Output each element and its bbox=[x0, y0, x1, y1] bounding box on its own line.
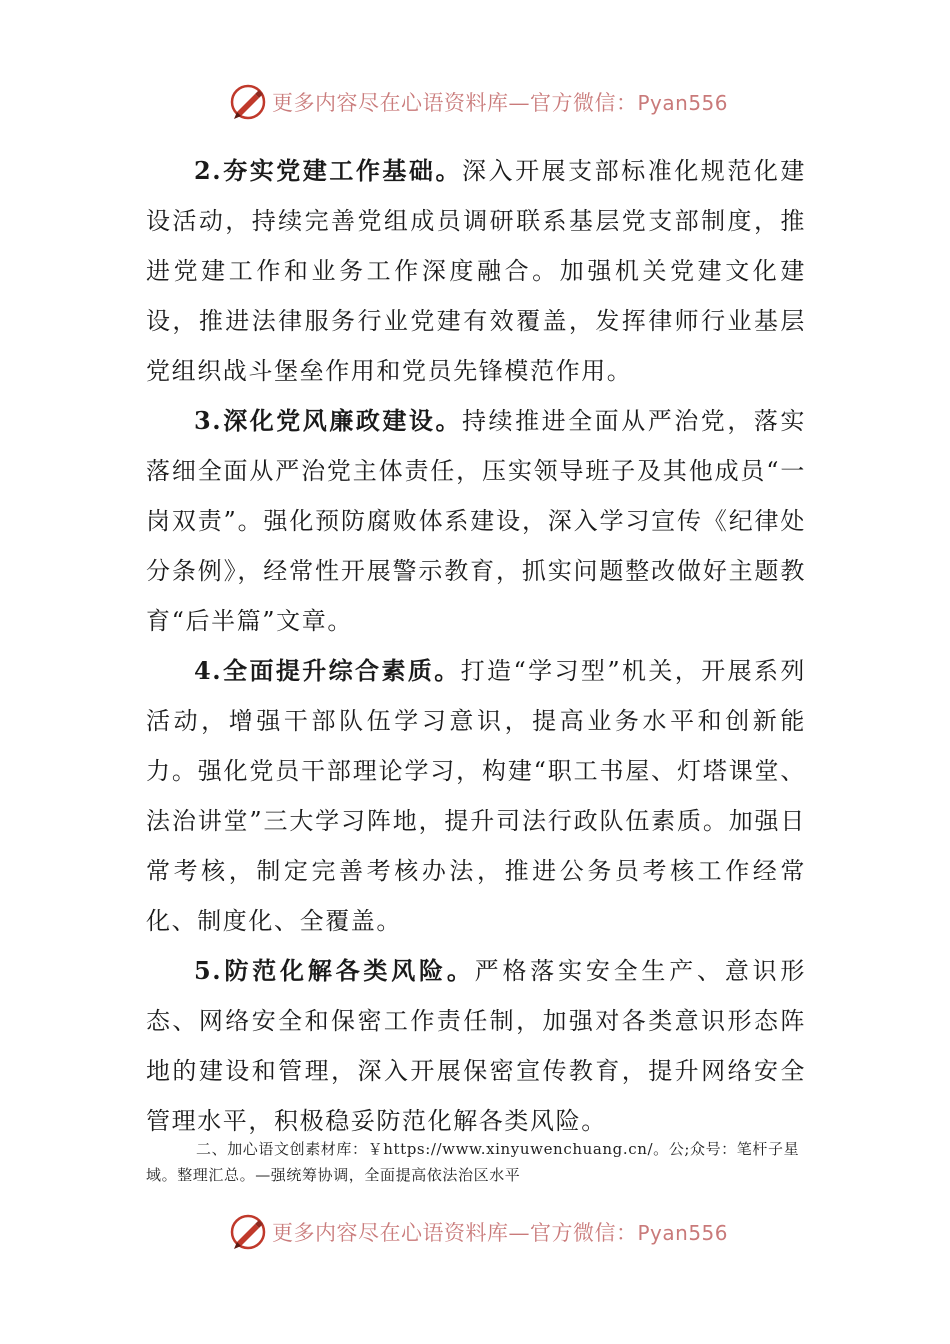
watermark-text: 更多内容尽在心语资料库—官方微信：Pyan556 bbox=[272, 1221, 729, 1245]
pen-logo-icon bbox=[228, 82, 268, 122]
footnote: 二、加心语文创素材库：￥https://www.xinyuwenchuang.cn/。公;众号：笔杆子星域。整理汇总。—强统筹协调，全面提高依法治区水平 bbox=[146, 1140, 800, 1184]
watermark-banner-top bbox=[228, 80, 748, 124]
paragraph-heading: 2.夯实党建工作基础。 bbox=[194, 156, 462, 185]
paragraph-5 bbox=[146, 946, 806, 1146]
document-body bbox=[146, 146, 806, 1146]
paragraph-heading: 5.防范化解各类风险。 bbox=[194, 956, 475, 985]
paragraph-text: 打造“学习型”机关，开展系列活动，增强干部队伍学习意识，提高业务水平和创新能力。强化党员干部理论学习，构建“职工书屋、灯塔课堂、法治讲堂”三大学习阵地，提升司法行政队伍素质。加强日常考核，制定完善考核办法，推进公务员考核工作经常化、制度化、全覆盖。 bbox=[146, 657, 806, 935]
pen-logo-icon bbox=[228, 1212, 268, 1252]
paragraph-heading: 4.全面提升综合素质。 bbox=[194, 656, 461, 685]
watermark-banner-bottom bbox=[228, 1210, 748, 1254]
paragraph-text: 深入开展支部标准化规范化建设活动，持续完善党组成员调研联系基层党支部制度，推进党建工作和业务工作深度融合。加强机关党建文化建设，推进法律服务行业党建有效覆盖，发挥律师行业基层党组织战斗堡垒作用和党员先锋模范作用。 bbox=[146, 157, 806, 385]
paragraph-text: 持续推进全面从严治党，落实落细全面从严治党主体责任，压实领导班子及其他成员“一岗双责”。强化预防腐败体系建设，深入学习宣传《纪律处分条例》，经常性开展警示教育，抓实问题整改做好主题教育“后半篇”文章。 bbox=[146, 407, 806, 635]
paragraph-4 bbox=[146, 646, 806, 946]
watermark-text: 更多内容尽在心语资料库—官方微信：Pyan556 bbox=[272, 91, 729, 115]
wechat-id: Pyan556 bbox=[637, 91, 729, 115]
paragraph-3 bbox=[146, 396, 806, 646]
paragraph-text: 严格落实安全生产、意识形态、网络安全和保密工作责任制，加强对各类意识形态阵地的建设和管理，深入开展保密宣传教育，提升网络安全管理水平，积极稳妥防范化解各类风险。 bbox=[146, 957, 807, 1135]
paragraph-2 bbox=[146, 146, 806, 396]
wechat-id: Pyan556 bbox=[637, 1221, 729, 1245]
paragraph-heading: 3.深化党风廉政建设。 bbox=[194, 406, 462, 435]
